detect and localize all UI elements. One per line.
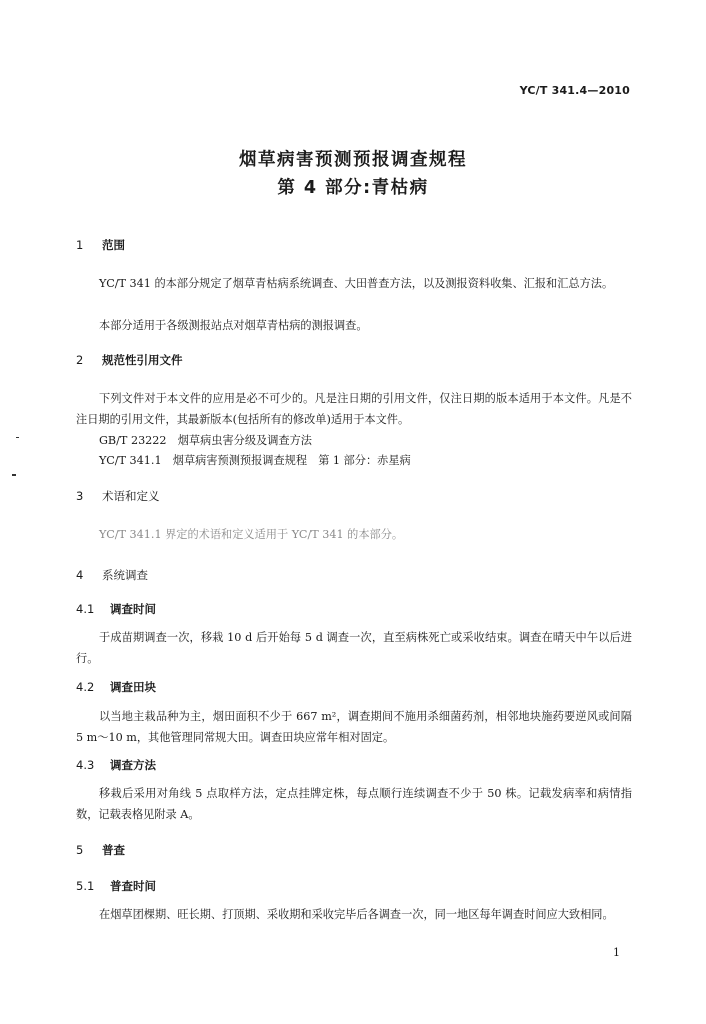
section-title: 调查田块 [110,680,156,694]
section-number: 2 [76,353,84,367]
section-number: 4.2 [76,680,95,694]
page-number: 1 [613,946,620,959]
section-title: 调查时间 [110,602,156,616]
section-4-2-heading [76,679,156,695]
scan-mark [12,474,16,476]
section-title: 普查 [102,843,125,857]
scan-mark [16,437,19,438]
section-number: 5 [76,843,84,857]
section-1-heading [76,237,125,253]
section-4-2-paragraph: 以当地主栽品种为主，烟田面积不少于 667 m²，调查期间不施用杀细菌药剂，相邻地块施药要逆风或间隔 5 m～10 m，其他管理同常规大田。调查田块应常年相对固定。 [76,710,632,744]
section-1-paragraph-1: YC/T 341 的本部分规定了烟草青枯病系统调查、大田普查方法，以及测报资料收集、汇报和汇总方法。 [99,277,614,290]
section-4-1-heading [76,601,156,617]
section-number: 3 [76,489,84,503]
section-3-paragraph-1: YC/T 341.1 界定的术语和定义适用于 YC/T 341 的本部分。 [99,528,404,541]
section-title: 普查时间 [110,879,156,893]
section-4-1-paragraph: 于成苗期调查一次，移栽 10 d 后开始每 5 d 调查一次，直至病株死亡或采收结束。调查在晴天中午以后进行。 [76,631,632,665]
section-number: 4 [76,568,84,582]
section-number: 5.1 [76,879,95,893]
section-title: 调查方法 [110,758,156,772]
section-4-3-paragraph: 移栽后采用对角线 5 点取样方法，定点挂牌定株，每点顺行连续调查不少于 50 株。记载发病率和病情指数，记载表格见附录 A。 [76,787,632,821]
section-1-paragraph-2: 本部分适用于各级测报站点对烟草青枯病的测报调查。 [99,319,368,332]
section-2-heading [76,352,183,368]
section-title: 范围 [102,238,125,252]
section-5-heading [76,842,125,858]
section-title: 系统调查 [102,568,148,582]
section-number: 4.3 [76,758,95,772]
section-4-heading [76,567,148,583]
section-5-1-paragraph: 在烟草团棵期、旺长期、打顶期、采收期和采收完毕后各调查一次，同一地区每年调查时间应大致相同。 [99,908,614,921]
document-subtitle: 第 4 部分:青枯病 [277,178,429,198]
document-title: 烟草病害预测预报调查规程 [239,150,467,170]
section-3-heading [76,488,160,504]
normative-reference-1: GB/T 23222 烟草病虫害分级及调查方法 [99,434,312,447]
section-number: 1 [76,238,84,252]
section-title: 规范性引用文件 [102,353,183,367]
section-title: 术语和定义 [102,489,160,503]
standard-code: YC/T 341.4—2010 [519,84,630,97]
section-number: 4.1 [76,602,95,616]
normative-reference-2: YC/T 341.1 烟草病害预测预报调查规程 第 1 部分：赤星病 [99,454,411,467]
title-block [0,146,706,202]
section-2-paragraph-1: 下列文件对于本文件的应用是必不可少的。凡是注日期的引用文件，仅注日期的版本适用于本文件。凡是不注日期的引用文件，其最新版本(包括所有的修改单)适用于本文件。 [76,392,632,426]
section-4-3-heading [76,757,156,773]
section-5-1-heading [76,878,156,894]
